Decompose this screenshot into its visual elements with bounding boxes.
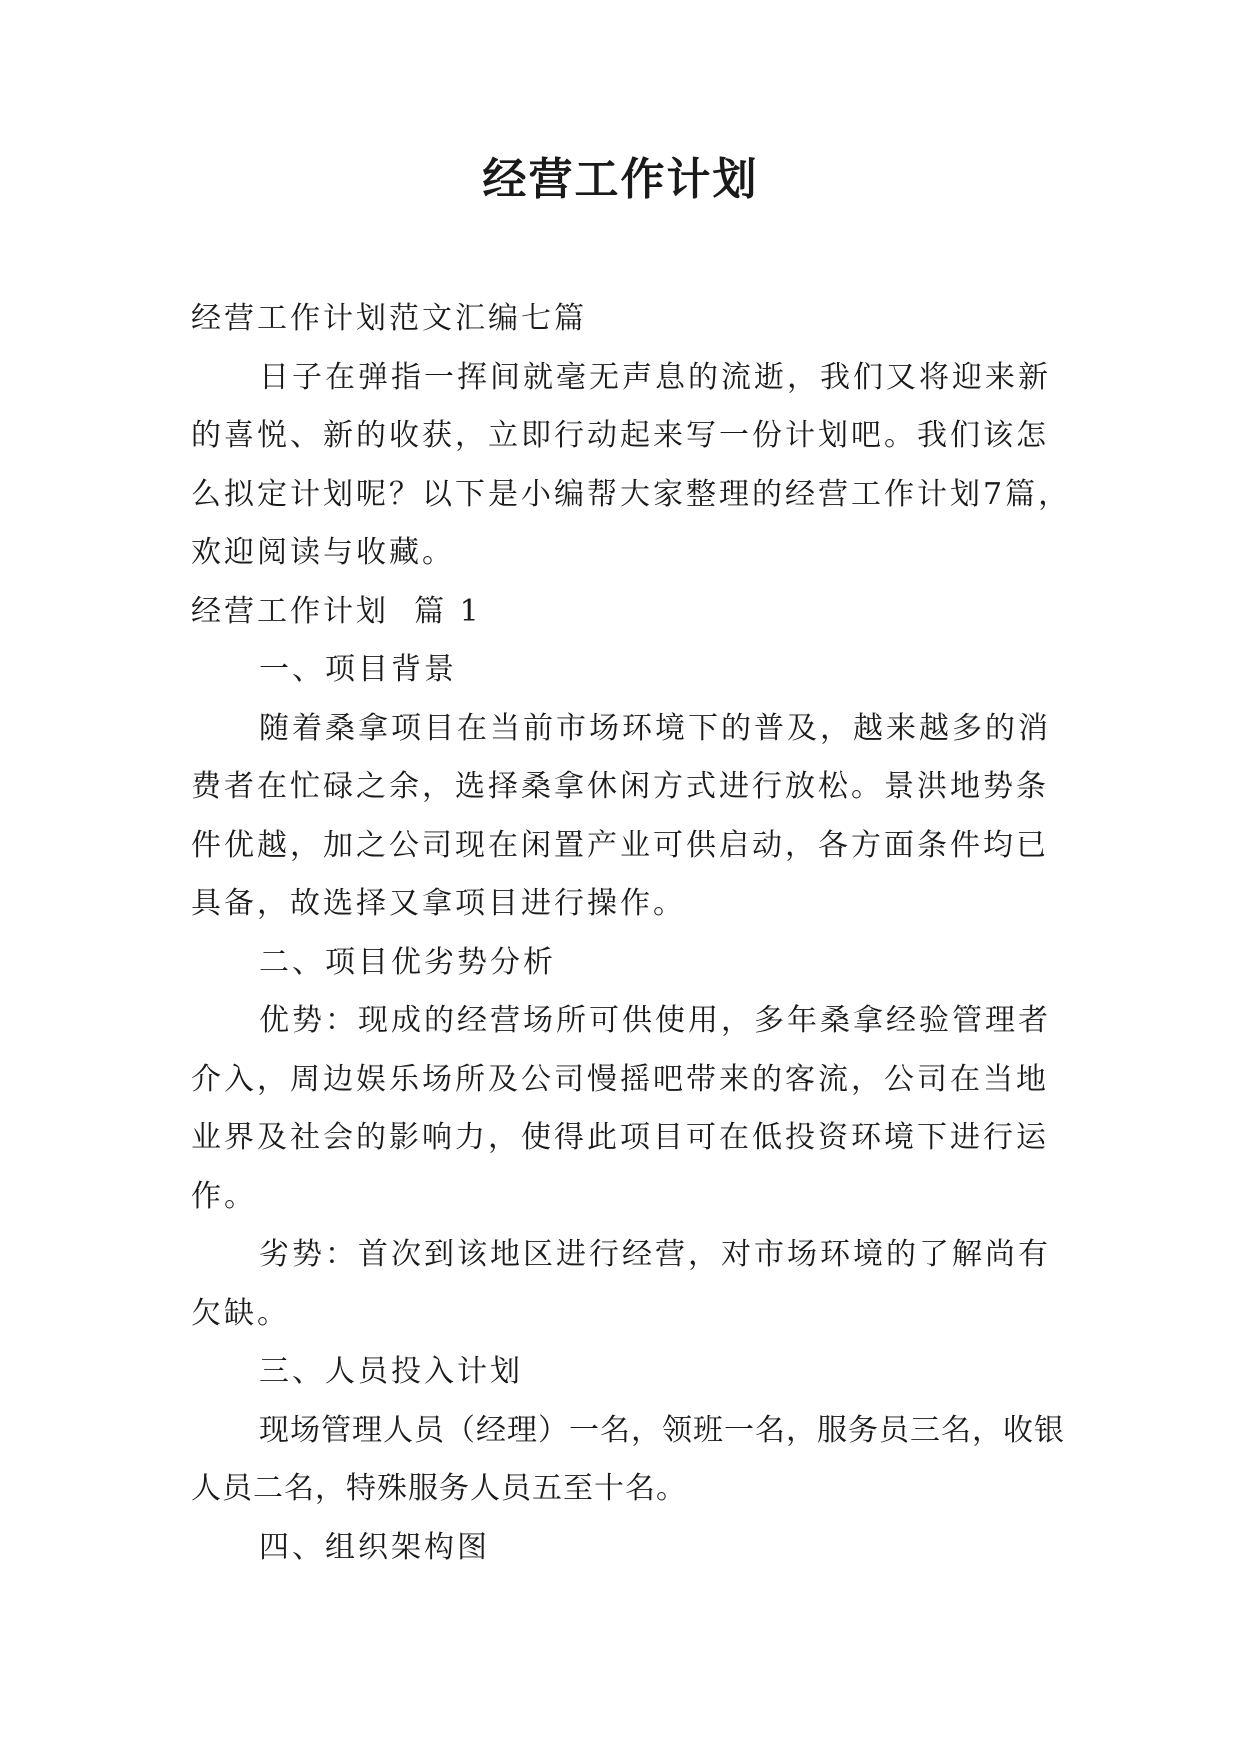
heading-swot-analysis: 二、项目优劣势分析	[259, 944, 556, 980]
paragraph-disadvantages: 劣势：首次到该地区进行经营，对市场环境的了解尚有欠缺。	[191, 1237, 1051, 1331]
heading-org-chart: 四、组织架构图	[259, 1529, 490, 1565]
paragraph-project-background: 随着桑拿项目在当前市场环境下的普及，越来越多的消费者在忙碌之余，选择桑拿休闲方式进行放松。景洪地势条件优越，加之公司现在闲置产业可供启动，各方面条件均已具备，故选择又拿项目进行操作。	[191, 710, 1051, 921]
intro-paragraph: 日子在弹指一挥间就毫无声息的流逝，我们又将迎来新的喜悦、新的收获，立即行动起来写一份计划吧。我们该怎么拟定计划呢？以下是小编帮大家整理的经营工作计划7篇，欢迎阅读与收藏。	[191, 359, 1072, 570]
document-body	[191, 290, 1073, 1577]
heading-project-background: 一、项目背景	[259, 652, 457, 687]
document-title: 经营工作计划	[482, 154, 759, 205]
document-subtitle: 经营工作计划范文汇编七篇	[191, 301, 587, 336]
paragraph-advantages: 优势：现成的经营场所可供使用，多年桑拿经验管理者介入，周边娱乐场所及公司慢摇吧带来的客流，公司在当地业界及社会的影响力，使得此项目可在低投资环境下进行运作。	[191, 1003, 1051, 1214]
paragraph-staffing-plan: 现场管理人员（经理）一名，领班一名，服务员三名，收银人员二名，特殊服务人员五至十名。	[191, 1412, 1065, 1506]
heading-staffing-plan: 三、人员投入计划	[259, 1354, 523, 1389]
section-title: 经营工作计划 篇 1	[191, 593, 482, 629]
